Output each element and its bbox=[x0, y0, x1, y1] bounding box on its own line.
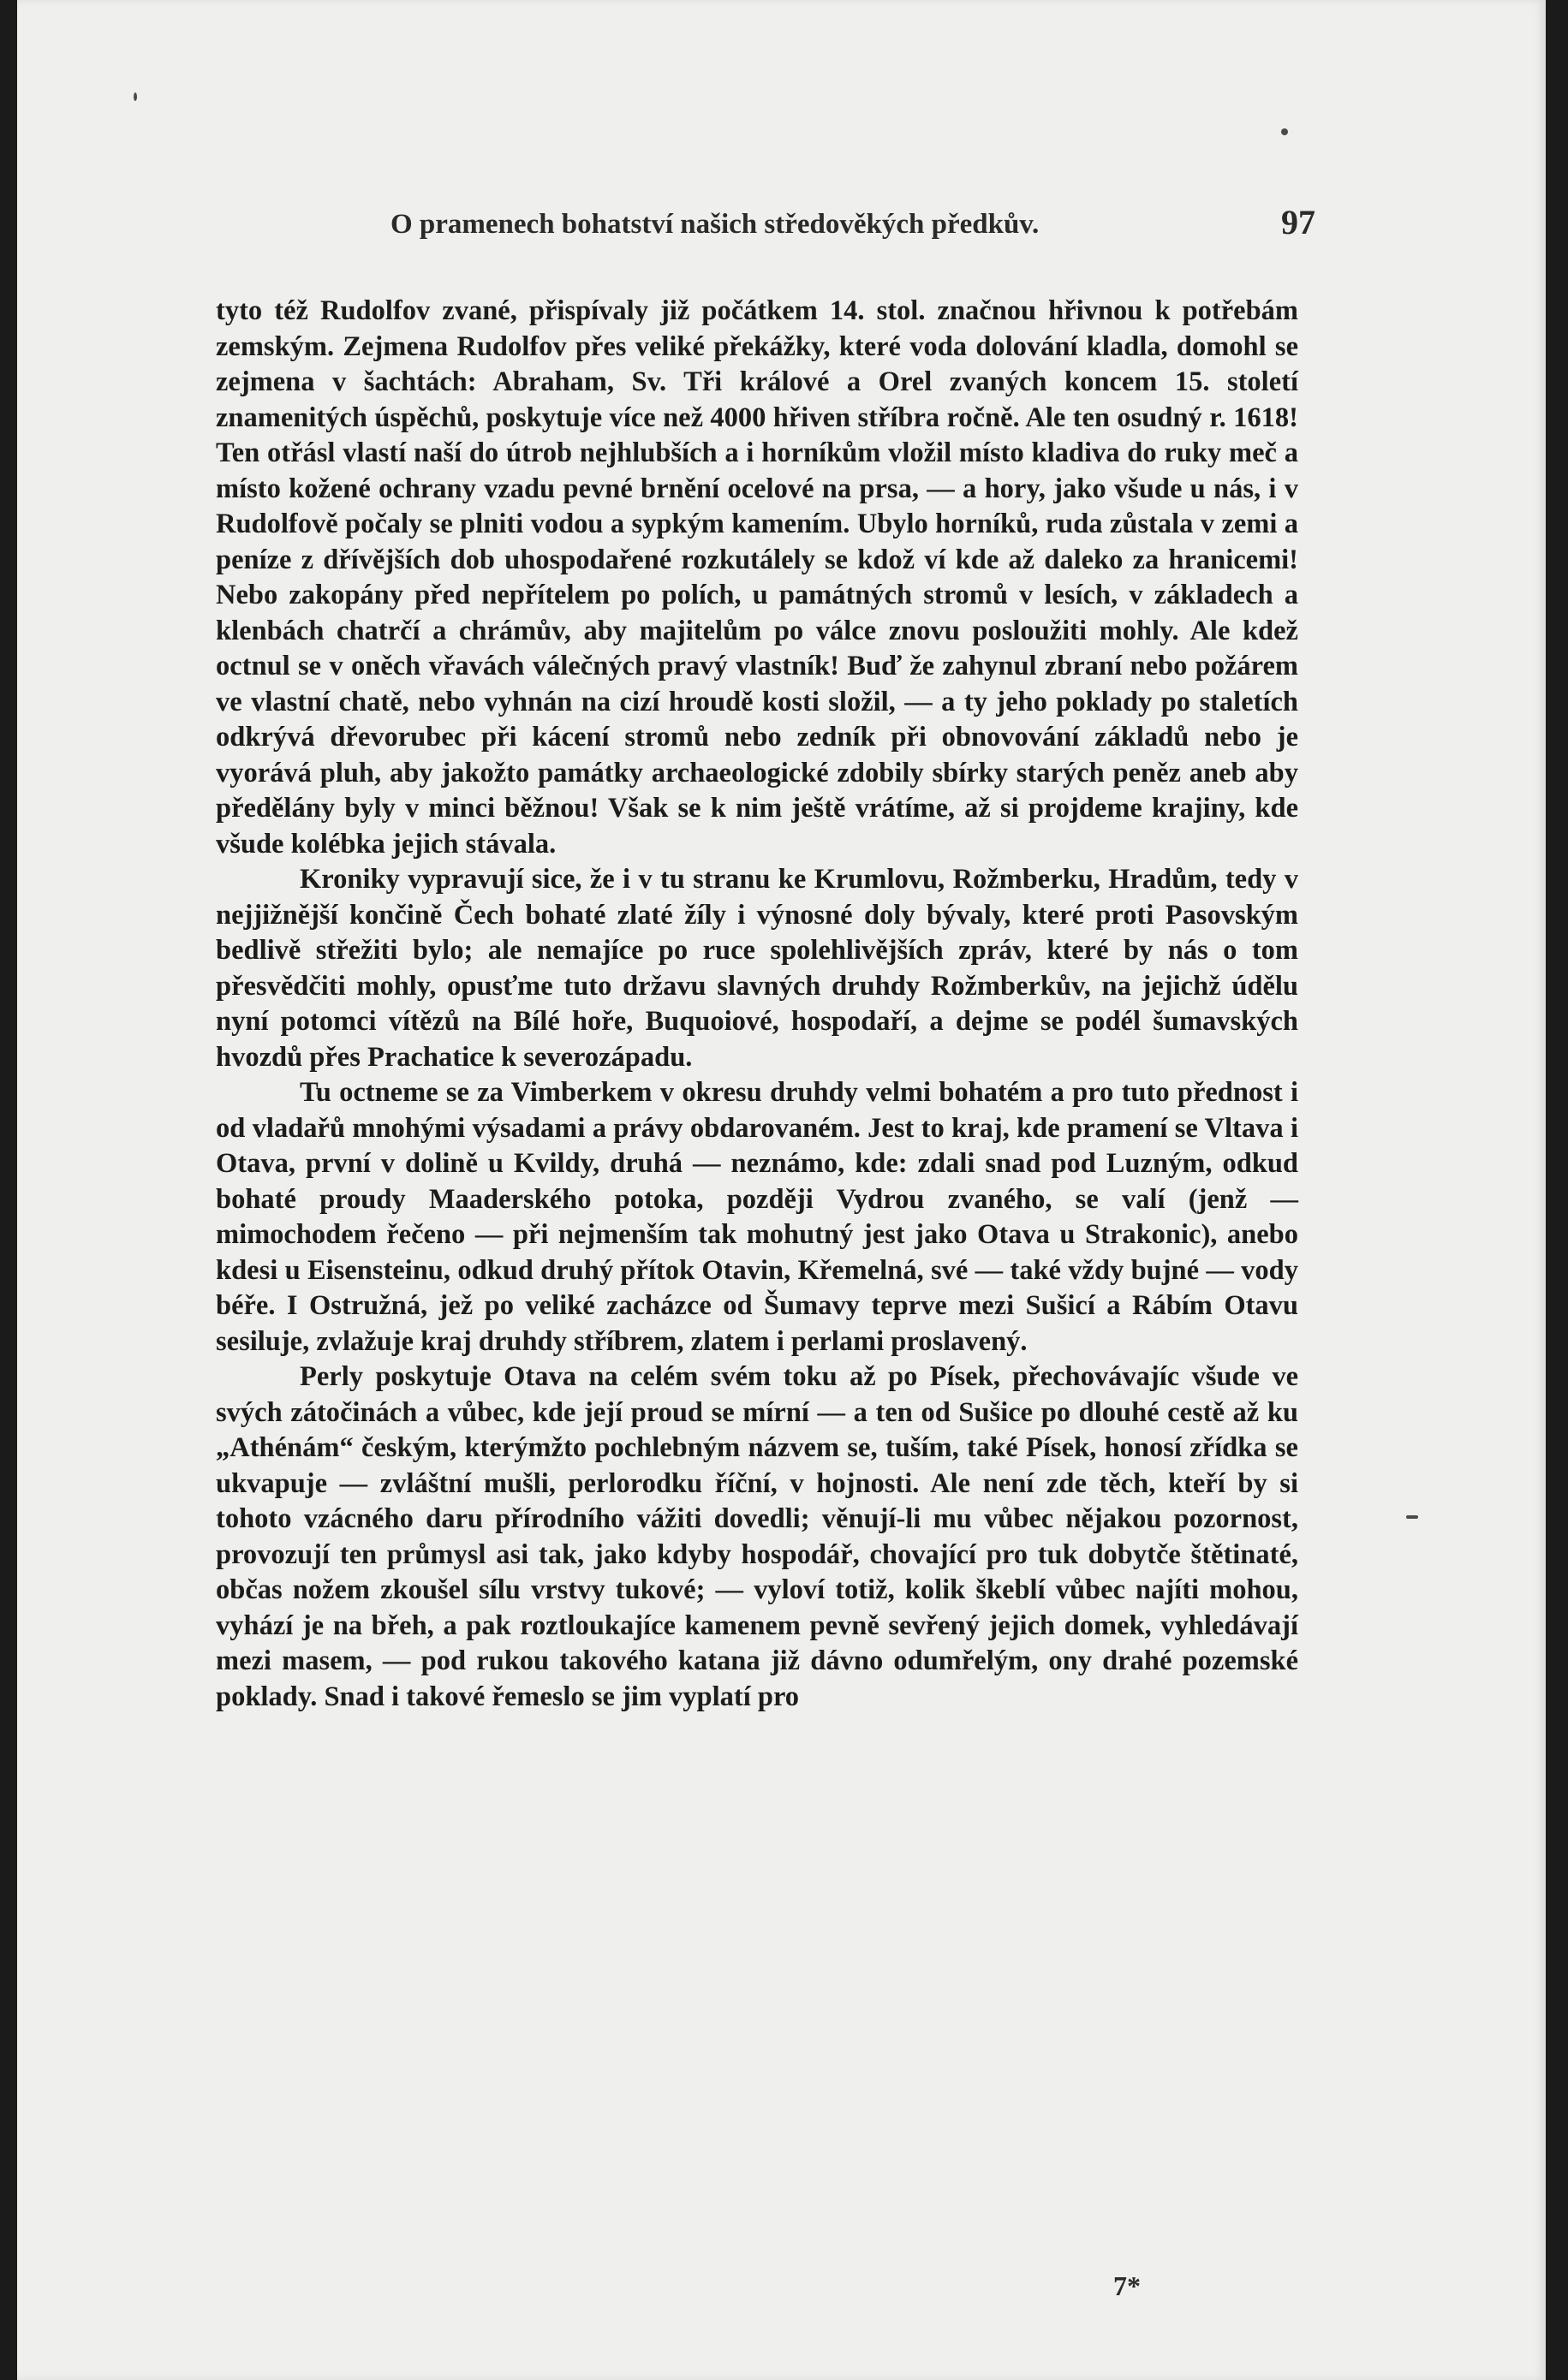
body-text bbox=[216, 294, 1298, 1715]
paragraph: Kroniky vypravují sice, že i v tu stranu ke Krumlovu, Rožmberku, Hradům, tedy v nejjižnější končině Čech bohaté zlaté žíly i výnosné doly bývaly, které proti Pasovským bedlivě střežiti bylo; ale nemajíce po ruce spolehlivějších zpráv, které by nás o tom přesvědčiti mohly, opusťme tuto državu slavných druhdy Rožmberkův, na jejichž údělu nyní potomci vítězů na Bílé hoře, Buquoiové, hospodaří, a dejme se podél šumavských hvozdů přes Prachatice k severozápadu. bbox=[216, 864, 1298, 1073]
paragraph: tyto též Rudolfov zvané, přispívaly již počátkem 14. stol. značnou hřivnou k potřebám zemským. Zejmena Rudolfov přes veliké překážky, které voda dolování kladla, domohl se zejmena v šachtách: Abraham, Sv. Tři králové a Orel zvaných koncem 15. století znamenitých úspěchů, poskytuje více než 4000 hřiven stříbra ročně. Ale ten osudný r. 1618! Ten otřásl vlastí naší do útrob nejhlubších a i horníkům vložil místo kladiva do ruky meč a místo kožené ochrany vzadu pevné brnění ocelové na prsa, — a hory, jako všude u nás, i v Rudolfově počaly se plniti vodou a sypkým kamením. Ubylo horníků, ruda zůstala v zemi a peníze z dřívějších dob uhospodařené rozkutálely se kdož ví kde až daleko za hranicemi! Nebo zakopány před nepřítelem po polích, u památných stromů v lesích, v základech a klenbách chatrčí a chrámův, aby majitelům po válce znovu posloužiti mohly. Ale kdež octnul se v oněch vřavách válečných pravý vlastník! Buď že zahynul zbraní nebo požárem ve vlastní chatě, nebo vyhnán na cizí hroudě kosti složil, — a ty jeho poklady po staletích odkrývá dřevorubec při kácení stromů nebo zedník při obnovování základů nebo je vyorává pluh, aby jakožto památky archaeologické zdobily sbírky starých peněz aneb aby předělány byly v minci běžnou! Však se k nim ještě vrátíme, až si projdeme krajiny, kde všude kolébka jejich stávala. bbox=[216, 295, 1298, 860]
dust-speck bbox=[1281, 128, 1288, 135]
paragraph: Perly poskytuje Otava na celém svém toku až po Písek, přechovávajíc všude ve svých zátočinách a vůbec, kde její proud se mírní — a ten od Sušice po dlouhé cestě až ku „Athénám“ českým, kterýmžto pochlebným názvem se, tuším, také Písek, honosí zřídka se ukvapuje — zvláštní mušli, perlorodku říční, v hojnosti. Ale není zde těch, kteří by si tohoto vzácného daru přírodního vážiti dovedli; věnují-li mu vůbec nějakou pozornost, provozují ten průmysl asi tak, jako kdyby hospodář, chovající pro tuk dobytče štětinaté, občas nožem zkoušel sílu vrstvy tukové; — vyloví totiž, kolik škeblí vůbec najíti mohou, vyhází je na břeh, a pak roztloukajíce kamenem pevně sevřený jejich domek, vyhledávají mezi masem, — pod rukou takového katana již dávno odumřelým, ony drahé pozemské poklady. Snad i takové řemeslo se jim vyplatí pro bbox=[216, 1361, 1298, 1712]
book-page bbox=[17, 0, 1546, 2380]
signature-mark: 7* bbox=[1113, 2270, 1141, 2301]
dust-speck bbox=[134, 92, 137, 101]
dust-speck bbox=[1406, 1515, 1418, 1519]
running-title: O pramenech bohatství našich středověkých předkův. bbox=[391, 209, 1040, 240]
paragraph: Tu octneme se za Vimberkem v okresu druhdy velmi bohatém a pro tuto přednost i od vladařů mnohými výsadami a právy obdarovaném. Jest to kraj, kde pramení se Vltava i Otava, první v dolině u Kvildy, druhá — neznámo, kde: zdali snad pod Luzným, odkud bohaté proudy Maaderského potoka, později Vydrou zvaného, se valí (jenž — mimochodem řečeno — při nejmenším tak mohutný jest jako Otava u Strakonic), anebo kdesi u Eisensteinu, odkud druhý přítok Otavin, Křemelná, své — také vždy bujné — vody béře. I Ostružná, jež po veliké zacházce od Šumavy teprve mezi Sušicí a Rábím Otavu sesiluje, zvlažuje kraj druhdy stříbrem, zlatem i perlami proslavený. bbox=[216, 1077, 1298, 1357]
page-number: 97 bbox=[1281, 203, 1315, 241]
